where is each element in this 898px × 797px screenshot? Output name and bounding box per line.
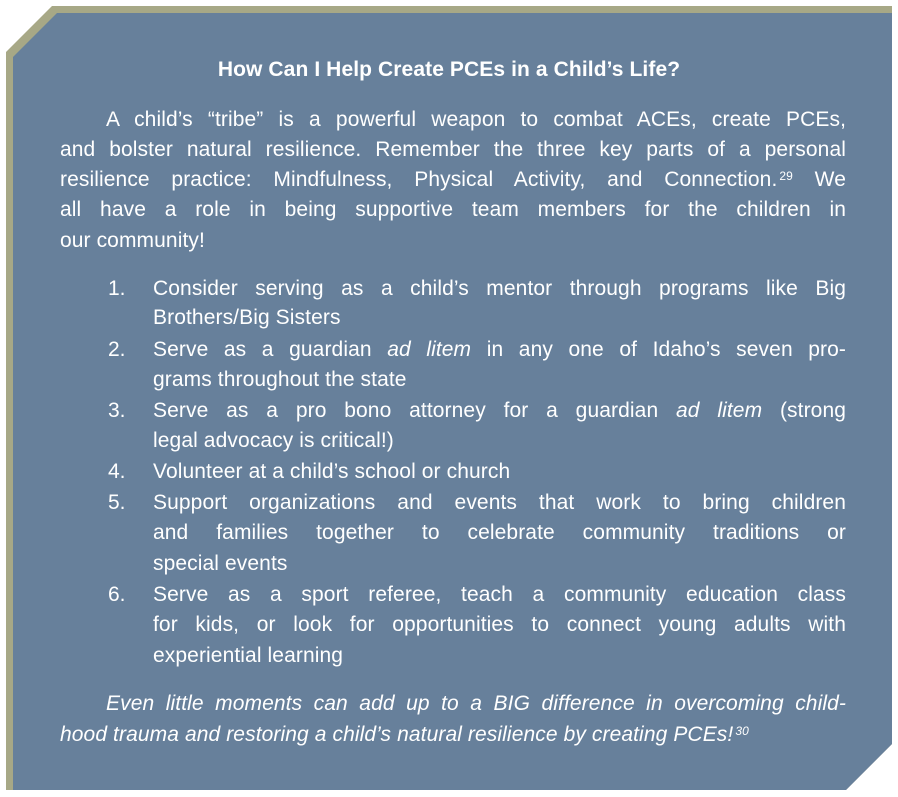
list-number: 1. (108, 277, 126, 300)
closing-line-1: Even little moments can add up to a BIG difference in overcoming child- (106, 692, 846, 715)
list-item-text: experiential learning (153, 644, 344, 667)
text-run: in any one of Idaho’s seven pro- (486, 338, 847, 361)
list-item-text: Consider serving as a child’s mentor through programs like Big (153, 277, 846, 300)
intro-line-3 (60, 168, 846, 192)
list-item-text: Serve as a sport referee, teach a community education class (153, 583, 846, 606)
intro-line-4: all have a role in being supportive team members for the children in (60, 198, 846, 221)
intro-line-3-tail: We (814, 168, 846, 191)
list-item-text: Volunteer at a child’s school or church (153, 460, 511, 483)
box-title: How Can I Help Create PCEs in a Child’s Life? (217, 58, 681, 81)
footnote-29: 29 (779, 169, 793, 183)
list-item-text: Brothers/Big Sisters (153, 306, 341, 329)
list-item-text: for kids, or look for opportunities to connect young adults with (153, 613, 846, 636)
italic-ad-litem: ad litem (387, 338, 472, 361)
list-item-text: Support organizations and events that work to bring children (153, 491, 846, 514)
list-number: 6. (108, 583, 126, 606)
list-number: 2. (108, 338, 126, 361)
list-number: 4. (108, 460, 126, 483)
list-number: 5. (108, 491, 126, 514)
intro-line-1: A child’s “tribe” is a powerful weapon to combat ACEs, create PCEs, (106, 108, 846, 131)
text-run: Serve as a guardian (153, 338, 372, 361)
list-item-text: special events (153, 552, 288, 575)
text-run: Serve as a pro bono attorney for a guardian (153, 399, 659, 422)
closing-line-2 (60, 723, 749, 747)
italic-ad-litem: ad litem (676, 399, 763, 422)
intro-line-3-text: resilience practice: Mindfulness, Physical Activity, and Connection. (60, 168, 778, 191)
list-item-text: grams throughout the state (153, 368, 407, 391)
list-item-text: and families together to celebrate community traditions or (153, 521, 846, 544)
list-item-text: legal advocacy is critical!) (153, 429, 394, 452)
intro-line-2: and bolster natural resilience. Remember the three key parts of a personal (60, 138, 846, 161)
list-item-text (153, 399, 846, 423)
closing-line-2-text: hood trauma and restoring a child’s natural resilience by creating PCEs! (60, 723, 734, 746)
footnote-30: 30 (735, 724, 749, 738)
text-run: (strong (779, 399, 847, 422)
list-number: 3. (108, 399, 126, 422)
intro-line-5: our community! (60, 229, 205, 252)
list-item-text (153, 338, 846, 362)
